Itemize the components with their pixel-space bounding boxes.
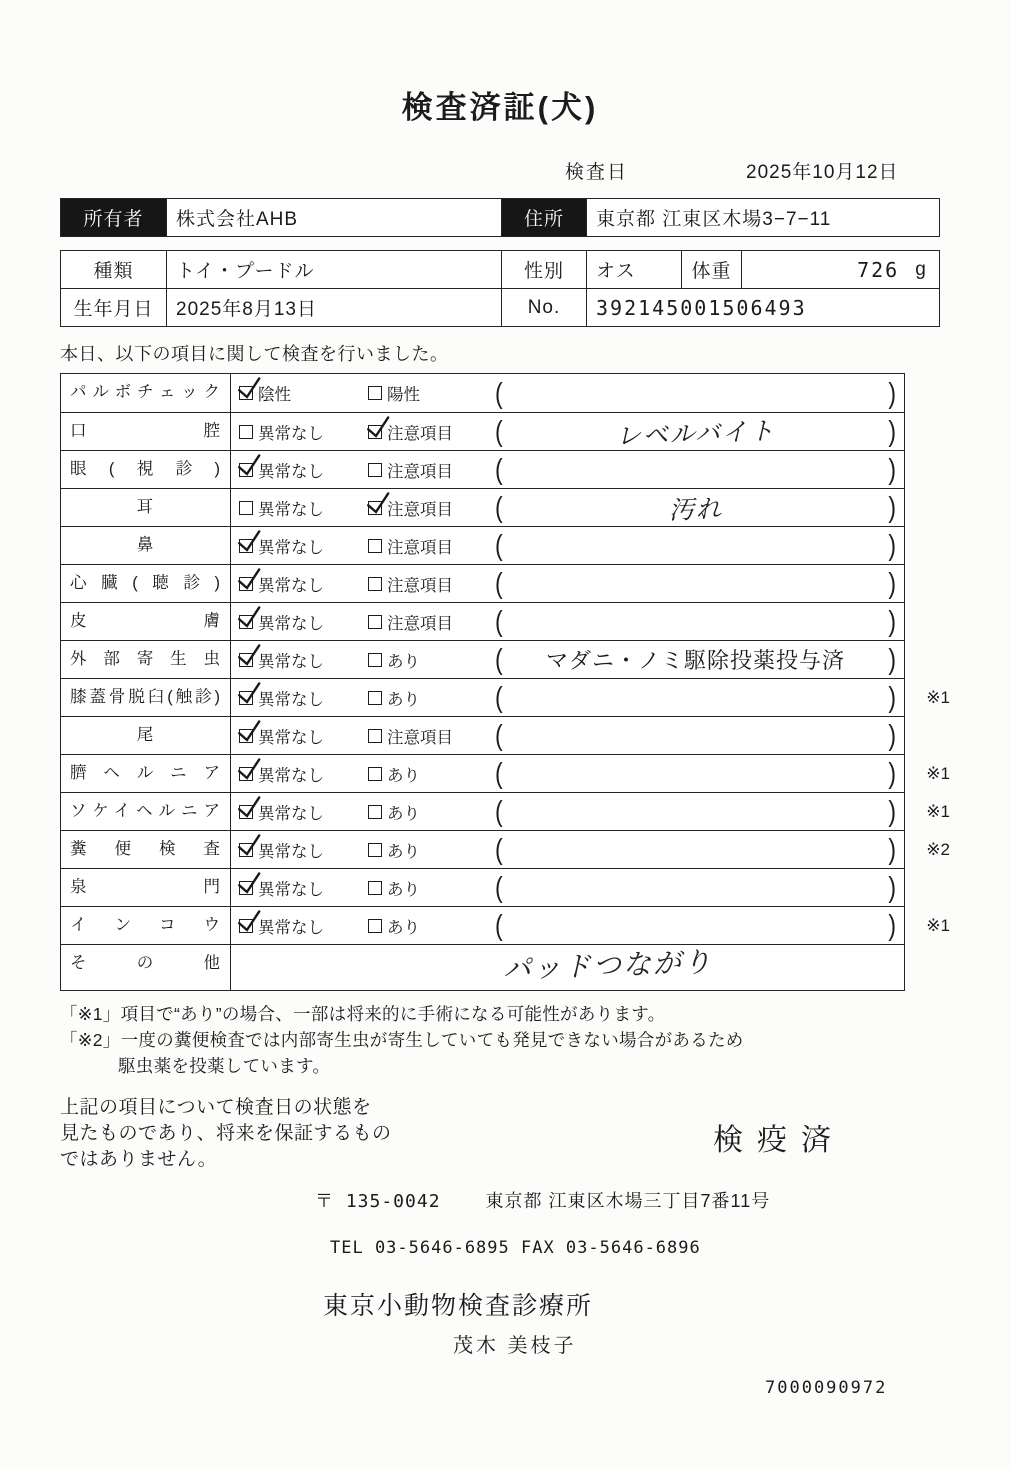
handwritten-note: レベルバイト [614,416,777,451]
note-area [489,869,904,906]
no-label: No. [501,289,586,326]
note-area [489,641,904,678]
checkbox-checked-icon[interactable] [239,463,253,477]
checklist-row [61,944,904,990]
item-options [231,565,489,602]
birthdate-value: 2025年8月13日 [166,289,501,326]
checklist-row [61,906,950,944]
checklist-row [61,564,904,602]
checklist-row [61,488,904,526]
reference-mark: ※1 [926,801,950,821]
item-label: パルボチェック [61,374,231,412]
checkbox-option [231,838,360,862]
item-options [231,489,489,526]
checkbox-option [360,610,489,634]
checkbox-icon[interactable] [368,386,382,400]
checkbox-option [360,648,489,672]
checkbox-checked-icon[interactable] [239,577,253,591]
checkbox-option [231,648,360,672]
checklist-row [61,678,950,716]
close-paren: ) [888,490,896,524]
statement-line-1: 上記の項目について検査日の状態を [60,1097,372,1118]
item-options [231,527,489,564]
item-options [231,755,489,792]
option-label: 注意項目 [387,576,453,595]
checkbox-option [360,762,489,786]
checkbox-icon[interactable] [368,577,382,591]
note-area [489,793,904,830]
open-paren: ( [495,452,503,486]
open-paren: ( [495,414,503,448]
option-label: あり [387,804,420,823]
checkbox-option [231,458,360,482]
checkbox-icon[interactable] [368,729,382,743]
item-label: 耳 [61,489,231,526]
clinic-name: 東京小動物検査診療所 [323,1292,594,1320]
item-options [231,374,489,412]
checkbox-option [231,496,360,520]
item-options [231,451,489,488]
disclaimer-statement [60,1095,392,1173]
breed-label: 種類 [93,261,134,282]
open-paren: ( [495,604,503,638]
checkbox-option [231,914,360,938]
checkbox-option [231,876,360,900]
checkbox-option [360,572,489,596]
checkbox-option [360,838,489,862]
close-paren: ) [888,566,896,600]
item-label: 口腔 [61,413,231,450]
pet-info-table [60,250,940,327]
option-label: 陽性 [387,386,420,404]
checkbox-icon[interactable] [368,615,382,629]
note-area [489,717,904,754]
close-paren: ) [888,756,896,790]
checklist-row [61,602,904,640]
checkbox-option [231,724,360,748]
checkbox-checked-icon[interactable] [239,691,253,705]
open-paren: ( [495,376,503,409]
footnote-1: 「※1」項目で“あり”の場合、一部は将来的に手術になる可能性があります。 [60,1004,666,1024]
checklist-row [61,754,950,792]
handwritten-note: パッドつながり [502,945,714,985]
weight-unit: g [915,258,926,280]
checklist-row [61,526,904,564]
note-area [489,603,904,640]
item-options [231,869,489,906]
checklist-row [61,830,950,868]
note-area [489,413,904,450]
item-label: 臍ヘルニア [61,755,231,792]
item-options [231,717,489,754]
close-paren: ) [888,452,896,486]
checkbox-checked-icon[interactable] [239,729,253,743]
checkbox-icon[interactable] [368,919,382,933]
item-label: 外部寄生虫 [61,641,231,678]
document-code: 7000090972 [765,1378,888,1398]
open-paren: ( [495,794,503,828]
checklist-row [61,640,904,678]
item-options [231,603,489,640]
inspection-date-value: 2025年10月12日 [746,162,899,183]
note-area [489,831,904,868]
open-paren: ( [495,756,503,790]
option-label: 異常なし [258,728,324,747]
note-area [489,565,904,602]
option-label: 注意項目 [387,614,453,633]
option-label: 注意項目 [387,424,453,443]
close-paren: ) [888,680,896,714]
option-label: 注意項目 [387,500,453,519]
checklist-row [61,412,904,450]
reference-mark: ※1 [926,687,950,707]
item-label: インコウ [61,907,231,944]
item-label: 鼻 [61,527,231,564]
footnotes [60,1001,940,1079]
checkbox-option [360,914,489,938]
option-label: あり [387,842,420,861]
checkbox-option [360,686,489,710]
statement-line-2: 見たものであり、将来を保証するもの [60,1123,392,1144]
checkbox-option [231,610,360,634]
close-paren: ) [888,870,896,904]
checkbox-icon[interactable] [368,653,382,667]
reference-mark: ※1 [926,915,950,935]
option-label: 異常なし [258,500,324,519]
close-paren: ) [888,414,896,448]
open-paren: ( [495,908,503,942]
open-paren: ( [495,718,503,752]
item-label: 尾 [61,717,231,754]
checkbox-icon[interactable] [368,767,382,781]
option-label: あり [387,690,420,709]
open-paren: ( [495,528,503,562]
option-label: あり [387,766,420,785]
address-value: 東京都 江東区木場3−7−11 [586,199,941,236]
breed-row [61,251,939,288]
close-paren: ) [888,528,896,562]
birthdate-row [61,288,939,326]
checklist-table [60,373,950,991]
reference-mark: ※2 [926,839,950,859]
item-label: 糞便検査 [61,831,231,868]
checkbox-icon[interactable] [368,843,382,857]
open-paren: ( [495,490,503,524]
checkbox-option [360,876,489,900]
checkbox-option [231,572,360,596]
checklist-row [61,374,904,412]
option-label: 陰性 [258,386,291,404]
no-value: 392145001506493 [586,289,940,326]
option-label: 異常なし [258,614,324,633]
checkbox-option [231,534,360,558]
reference-mark: ※1 [926,763,950,783]
open-paren: ( [495,642,503,676]
open-paren: ( [495,680,503,714]
option-label: 異常なし [258,804,324,823]
inspection-date-row [60,157,1011,184]
checkbox-checked-icon[interactable] [239,386,253,400]
item-label: 眼(視診) [61,451,231,488]
checkbox-checked-icon[interactable] [239,919,253,933]
checkbox-option [360,381,489,405]
checkbox-icon[interactable] [368,463,382,477]
checkbox-option [360,800,489,824]
note-area [489,489,904,526]
owner-info-row [60,198,940,237]
close-paren: ) [888,642,896,676]
statement-row [60,1095,940,1173]
checkbox-checked-icon[interactable] [368,501,382,515]
item-options [231,793,489,830]
checkbox-option [231,420,360,444]
checkbox-option [360,724,489,748]
option-label: 異常なし [258,652,324,671]
close-paren: ) [888,794,896,828]
owner-value: 株式会社AHB [166,199,501,236]
close-paren: ) [888,718,896,752]
item-options [231,413,489,450]
checkbox-option [231,686,360,710]
checkbox-checked-icon[interactable] [368,425,382,439]
checkbox-option [360,496,489,520]
close-paren: ) [888,832,896,866]
checkbox-option [231,800,360,824]
breed-value: トイ・プードル [166,251,501,288]
address-label: 住所 [501,199,586,236]
note-area [489,451,904,488]
checkbox-checked-icon[interactable] [239,805,253,819]
checklist-row [61,716,904,754]
open-paren: ( [495,566,503,600]
quarantine-passed-stamp: 検疫済 [713,1124,845,1157]
open-paren: ( [495,870,503,904]
item-label: 泉門 [61,869,231,906]
checkbox-checked-icon[interactable] [239,881,253,895]
note-area [489,755,904,792]
option-label: 異常なし [258,690,324,709]
weight-value-cell [741,251,940,288]
option-label: あり [387,880,420,899]
clinic-tel-fax: TEL 03-5646-6895 FAX 03-5646-6896 [330,1238,701,1258]
sex-value: オス [586,251,681,288]
clinic-postal-code: 〒 135-0042 [315,1191,441,1212]
owner-label: 所有者 [61,199,166,236]
checkbox-checked-icon[interactable] [239,843,253,857]
option-label: 注意項目 [387,462,453,481]
intro-text: 本日、以下の項目に関して検査を行いました。 [60,344,449,364]
option-label: 異常なし [258,424,324,443]
note-area [489,527,904,564]
sex-label: 性別 [501,251,586,288]
checkbox-icon[interactable] [368,539,382,553]
checkbox-option [231,762,360,786]
item-label: 心臓(聴診) [61,565,231,602]
checkbox-checked-icon[interactable] [239,767,253,781]
checkbox-icon[interactable] [239,425,253,439]
handwritten-note: 汚れ [668,494,724,525]
option-label: 異常なし [258,918,324,937]
clinic-postal-line [315,1187,1011,1213]
option-label: 異常なし [258,576,324,595]
option-label: 異常なし [258,880,324,899]
checklist-row [61,450,904,488]
item-options [231,945,489,990]
checkbox-checked-icon[interactable] [239,615,253,629]
item-label: 膝蓋骨脱臼(触診) [61,679,231,716]
weight-value: 726 [857,257,900,282]
clinic-staff-name: 茂木 美枝子 [453,1335,577,1357]
option-label: 異常なし [258,538,324,557]
inspection-date-label: 検査日 [565,162,629,183]
item-label: その他 [61,945,231,990]
page-title: 検査済証(犬) [401,90,599,125]
option-label: あり [387,918,420,937]
clinic-address: 東京都 江東区木場三丁目7番11号 [485,1191,771,1211]
note-area [489,679,904,716]
option-label: 異常なし [258,842,324,861]
checkbox-checked-icon[interactable] [239,653,253,667]
checkbox-option [360,458,489,482]
option-label: 異常なし [258,462,324,481]
option-label: 異常なし [258,766,324,785]
checkbox-checked-icon[interactable] [239,539,253,553]
checkbox-icon[interactable] [239,501,253,515]
checkbox-option [360,420,489,444]
close-paren: ) [888,376,896,409]
note-area [489,374,904,412]
checkbox-icon[interactable] [368,881,382,895]
item-options [231,907,489,944]
checklist-row [61,868,904,906]
option-label: 注意項目 [387,538,453,557]
close-paren: ) [888,908,896,942]
item-label: 皮膚 [61,603,231,640]
item-options [231,641,489,678]
footnote-2-continued: 駆虫薬を投薬しています。 [118,1056,331,1076]
checkbox-icon[interactable] [368,691,382,705]
note-text: マダニ・ノミ駆除投薬投与済 [545,648,845,673]
item-options [231,831,489,868]
checklist-row [61,792,950,830]
checkbox-option [360,534,489,558]
weight-label: 体重 [681,251,741,288]
statement-line-3: ではありません。 [60,1149,218,1170]
footnote-2: 「※2」一度の糞便検査では内部寄生虫が寄生していても発見できない場合があるため [60,1030,744,1050]
option-label: 注意項目 [387,728,453,747]
open-paren: ( [495,832,503,866]
item-label: ソケイヘルニア [61,793,231,830]
checkbox-icon[interactable] [368,805,382,819]
option-label: あり [387,652,420,671]
note-area [489,907,904,944]
item-options [231,679,489,716]
birthdate-label: 生年月日 [73,299,154,320]
close-paren: ) [888,604,896,638]
checkbox-option [231,381,360,405]
